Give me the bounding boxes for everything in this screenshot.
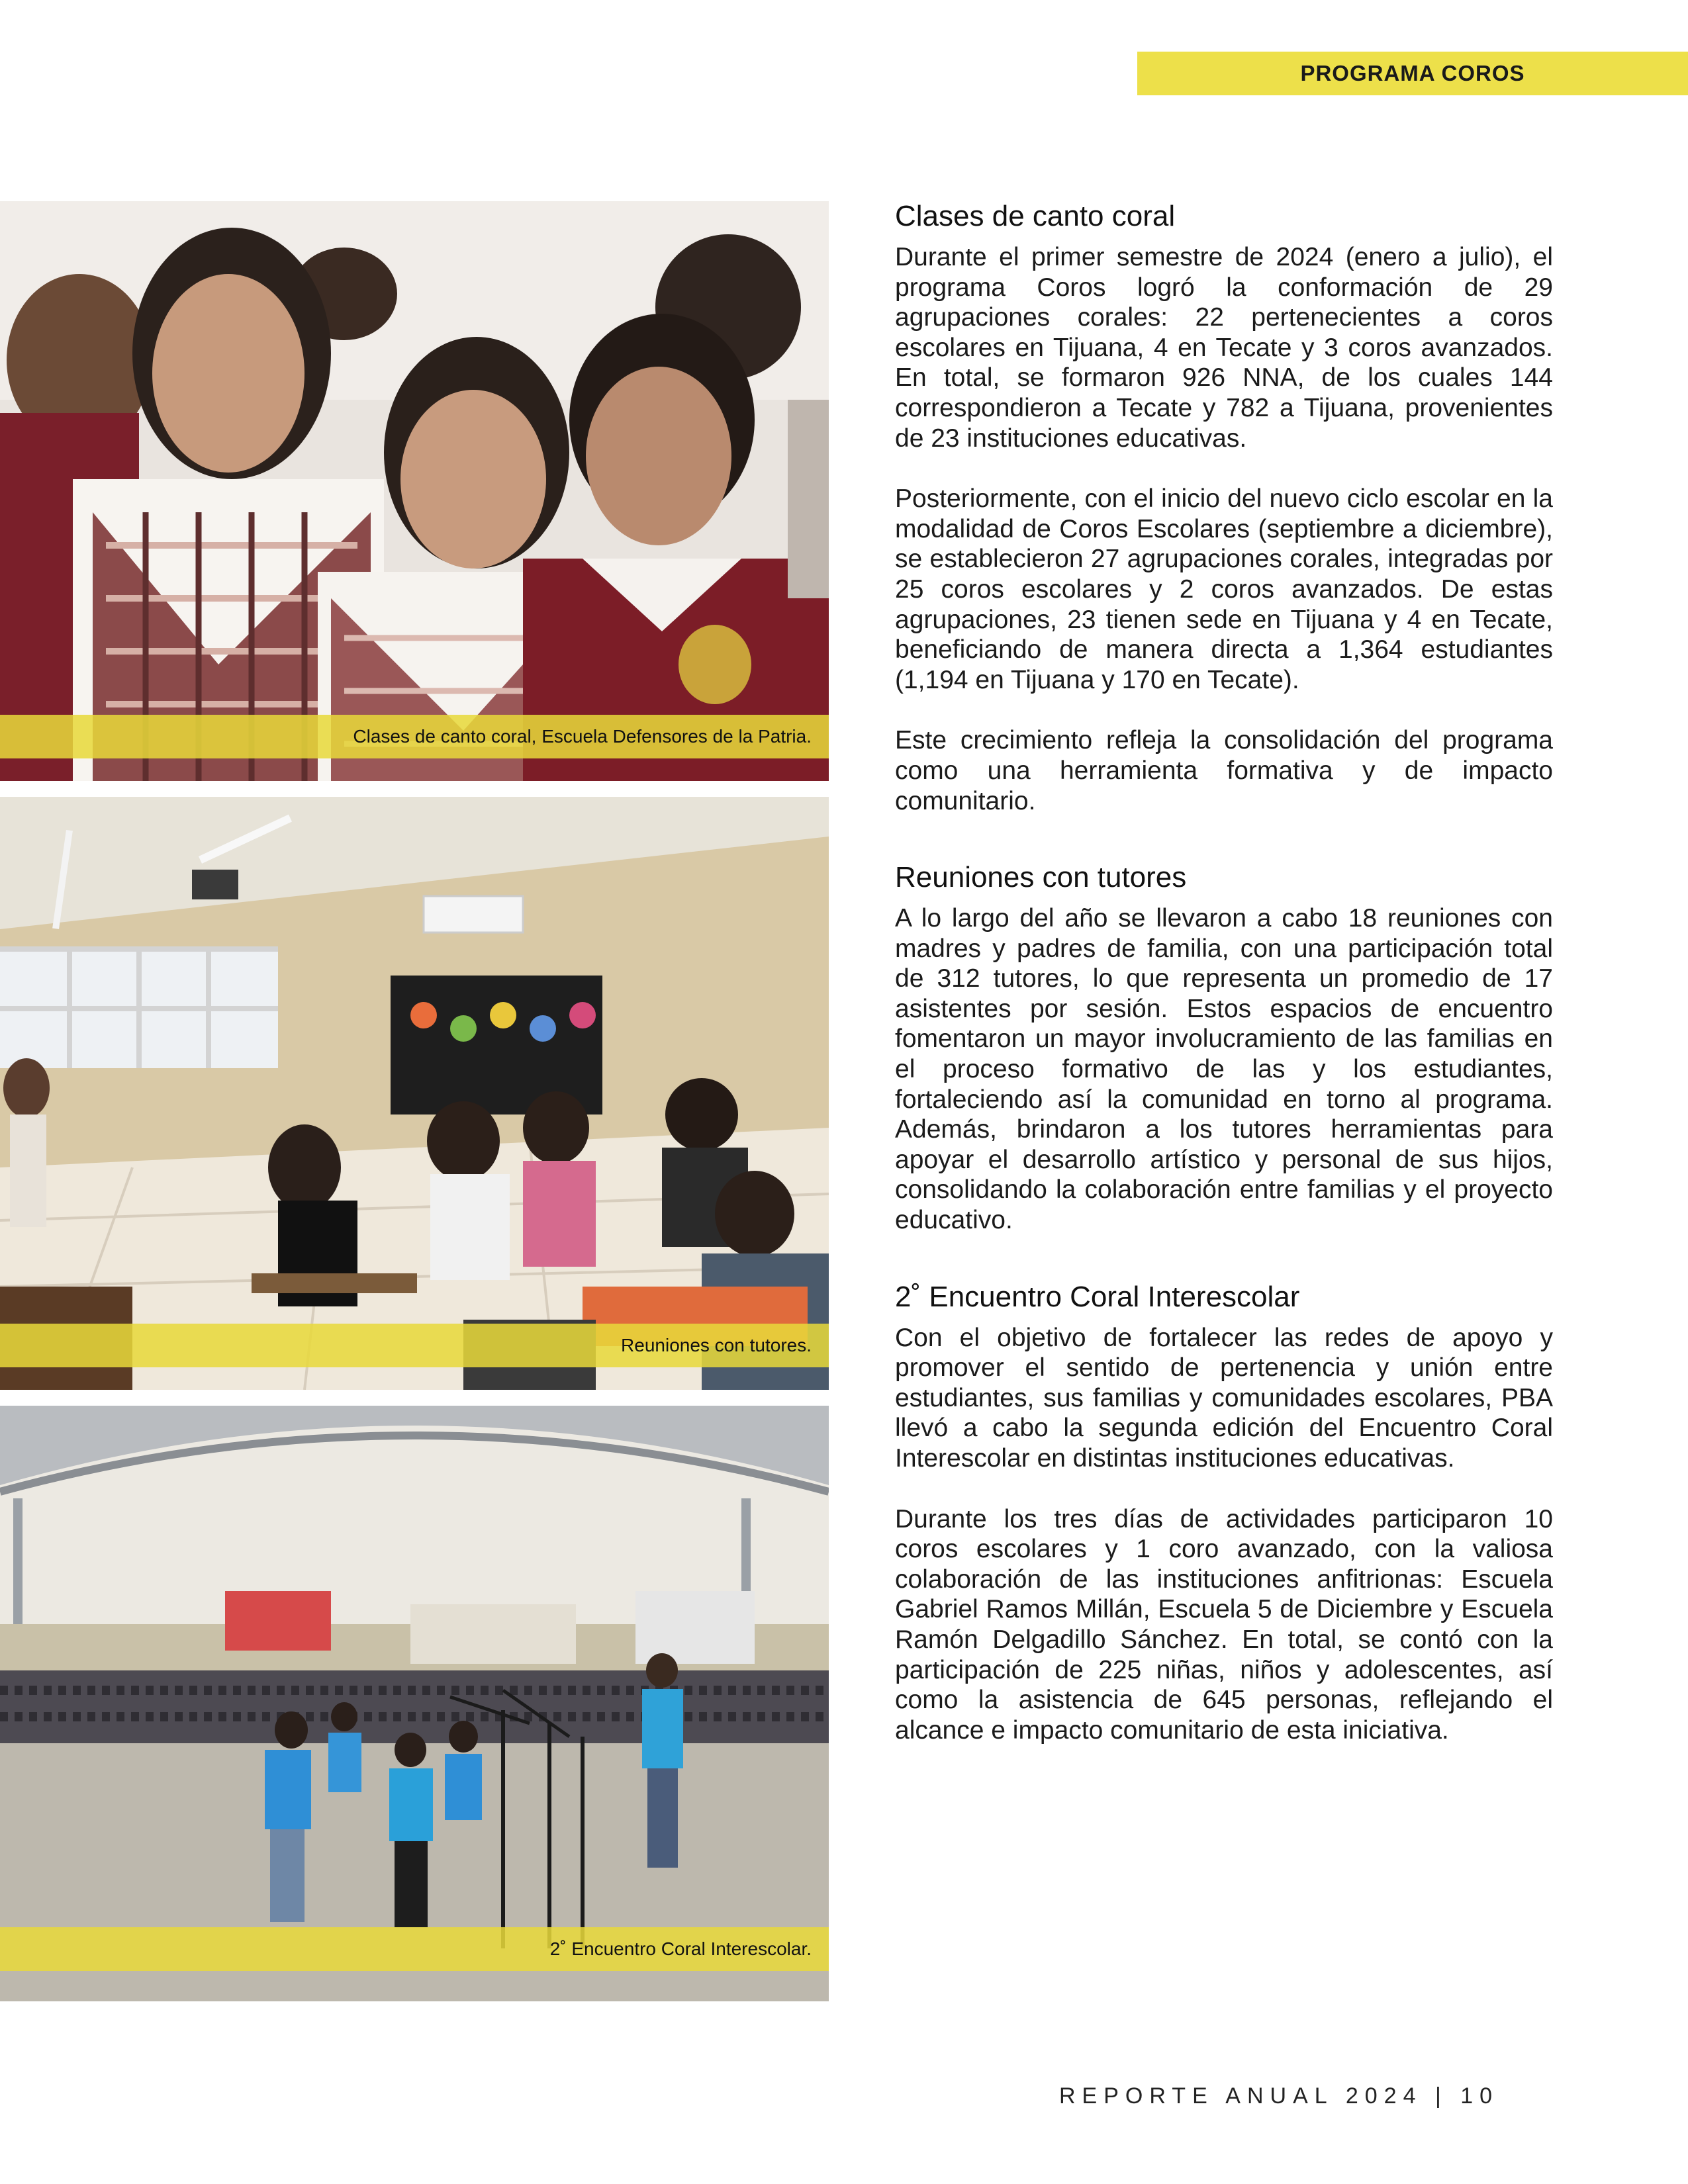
section-tag-label: PROGRAMA COROS (1300, 61, 1525, 85)
section-paragraph: Posteriormente, con el inicio del nuevo ciclo escolar en la modalidad de Coros Escolares (septiembre a diciembre), se establecieron 27 agrupaciones corales, integradas por 25 coros escolares y 2 coros avanzados. De estas agrupaciones, 23 tienen sede en Tijuana y 4 en Tecate, beneficiando de manera directa a 1,364 estudiantes (1,194 en Tijuana y 170 en Tecate). (895, 484, 1553, 694)
photo-choir-encounter (0, 1406, 829, 2001)
choir-encounter-photo-image (0, 1406, 829, 2001)
choir-class-photo-image (0, 201, 829, 781)
section-title: 2˚ Encuentro Coral Interescolar (895, 1280, 1300, 1313)
text-column (895, 199, 1553, 1745)
photo-tutor-meeting (0, 797, 829, 1390)
photo-choir-class (0, 201, 829, 781)
photo-caption (0, 1324, 829, 1367)
tutor-meeting-photo-image (0, 797, 829, 1390)
photo-caption-text: Reuniones con tutores. (621, 1335, 812, 1355)
section-title: Clases de canto coral (895, 200, 1176, 232)
section-paragraph: Durante el primer semestre de 2024 (enero a julio), el programa Coros logró la conformación de 29 agrupaciones corales: 22 pertenecientes a coros escolares en Tijuana, 4 en Tecate y 3 coros avanzados. En total, se formaron 926 NNA, de los cuales 144 correspondieron a Tecate y 782 a Tijuana, provenientes de 23 instituciones educativas. (895, 243, 1553, 453)
section-title: Reuniones con tutores (895, 861, 1187, 894)
section-paragraph: Este crecimiento refleja la consolidación del programa como una herramienta formativa y de impacto comunitario. (895, 726, 1553, 815)
page-footer: REPORTE ANUAL 2024 | 10 (1059, 2083, 1499, 2109)
photo-caption-text: Clases de canto coral, Escuela Defensores de la Patria. (353, 726, 812, 747)
photo-caption (0, 715, 829, 758)
photo-caption-text: 2˚ Encuentro Coral Interescolar. (549, 1938, 812, 1959)
section-paragraph: A lo largo del año se llevaron a cabo 18 reuniones con madres y padres de familia, con una participación total de 312 tutores, lo que representa un promedio de 17 asistentes por sesión. Estos espacios de encuentro fomentaron un mayor involucramiento de las familias en el proceso formativo de las y los estudiantes, fortaleciendo así la comunidad en torno al programa. Además, brindaron a los tutores herramientas para apoyar el desarrollo artístico y personal de sus hijos, consolidando la colaboración entre familias y el proyecto educativo. (895, 904, 1553, 1235)
section-paragraph: Con el objetivo de fortalecer las redes de apoyo y promover el sentido de pertenencia y unión entre estudiantes, sus familias y comunidades escolares, PBA llevó a cabo la segunda edición del Encuentro Coral Interescolar en distintas instituciones educativas. (895, 1323, 1553, 1473)
section-paragraph: Durante los tres días de actividades participaron 10 coros escolares y 1 coro avanzado, con la valiosa colaboración de las instituciones anfitrionas: Escuela Gabriel Ramos Millán, Escuela 5 de Diciembre y Escuela Ramón Delgadillo Sánchez. En total, se contó con la participación de 225 niñas, niños y adolescentes, así como la asistencia de 645 personas, reflejando el alcance e impacto comunitario de esta iniciativa. (895, 1504, 1553, 1745)
photo-caption (0, 1927, 829, 1971)
section-tag (1137, 52, 1688, 95)
